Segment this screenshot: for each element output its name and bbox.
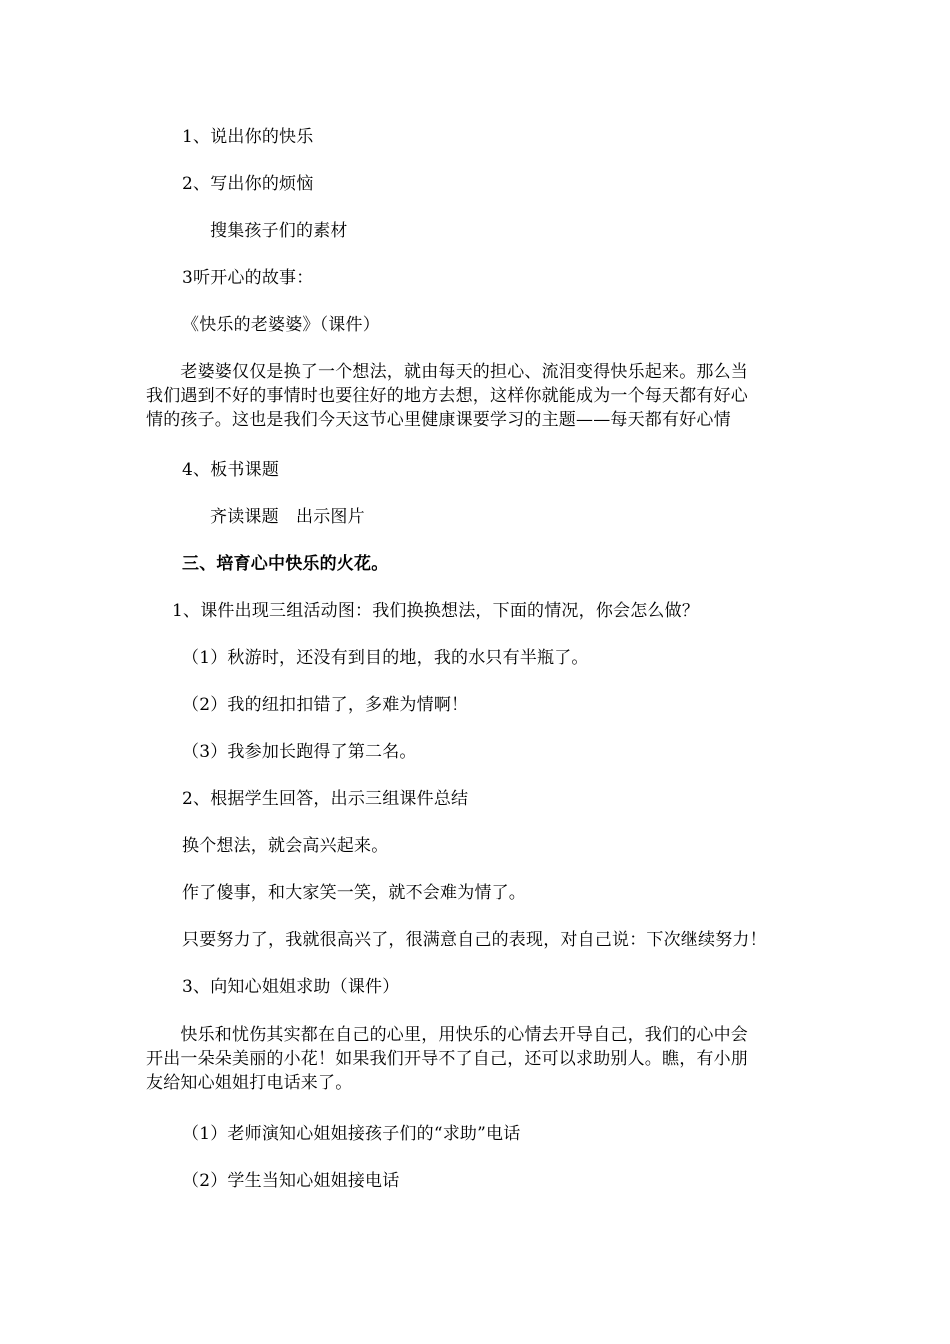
item-collect-materials: 搜集孩子们的素材 <box>210 221 348 241</box>
summary-line-3: 只要努力了，我就很高兴了，很满意自己的表现，对自己说：下次继续努力！ <box>182 930 767 950</box>
item-situation-2: （2）我的纽扣扣错了，多难为情啊！ <box>182 695 469 715</box>
paragraph-old-lady <box>146 360 810 432</box>
paragraph-line: 开出一朵朵美丽的小花！如果我们开导不了自己，还可以求助别人。瞧，有小朋 <box>146 1049 748 1069</box>
paragraph-line: 情的孩子。这也是我们今天这节心里健康课要学习的主题——每天都有好心情 <box>146 410 731 430</box>
summary-line-1: 换个想法，就会高兴起来。 <box>182 836 389 856</box>
paragraph-line: 快乐和忧伤其实都在自己的心里，用快乐的心情去开导自己，我们的心中会 <box>146 1025 748 1045</box>
item-read-title: 齐读课题 出示图片 <box>210 507 365 527</box>
paragraph-line: 我们遇到不好的事情时也要往好的地方去想，这样你就能成为一个每天都有好心 <box>146 386 748 406</box>
paragraph-happiness <box>146 1023 810 1095</box>
item-teacher-role: （1）老师演知心姐姐接孩子们的“求助”电话 <box>182 1124 521 1144</box>
item-summary: 2、根据学生回答，出示三组课件总结 <box>182 789 469 809</box>
paragraph-line: 老婆婆仅仅是换了一个想法，就由每天的担心、流泪变得快乐起来。那么当 <box>146 362 748 382</box>
item-write-worries: 2、写出你的烦恼 <box>182 174 314 194</box>
item-say-happiness: 1、说出你的快乐 <box>182 127 314 147</box>
item-situation-3: （3）我参加长跑得了第二名。 <box>182 742 417 762</box>
paragraph-line: 友给知心姐姐打电话来了。 <box>146 1073 353 1093</box>
item-listen-story: 3听开心的故事： <box>182 268 314 288</box>
item-board-title: 4、板书课题 <box>182 460 280 480</box>
item-situation-1: （1）秋游时，还没有到目的地，我的水只有半瓶了。 <box>182 648 589 668</box>
item-student-role: （2）学生当知心姐姐接电话 <box>182 1171 400 1191</box>
item-ask-sister: 3、向知心姐姐求助（课件） <box>182 977 400 997</box>
item-story-title: 《快乐的老婆婆》（课件） <box>182 315 380 335</box>
section-heading-3: 三、培育心中快乐的火花。 <box>182 554 389 574</box>
item-courseware-activity: 1、课件出现三组活动图：我们换换想法，下面的情况，你会怎么做？ <box>172 601 700 621</box>
summary-line-2: 作了傻事，和大家笑一笑，就不会难为情了。 <box>182 883 526 903</box>
